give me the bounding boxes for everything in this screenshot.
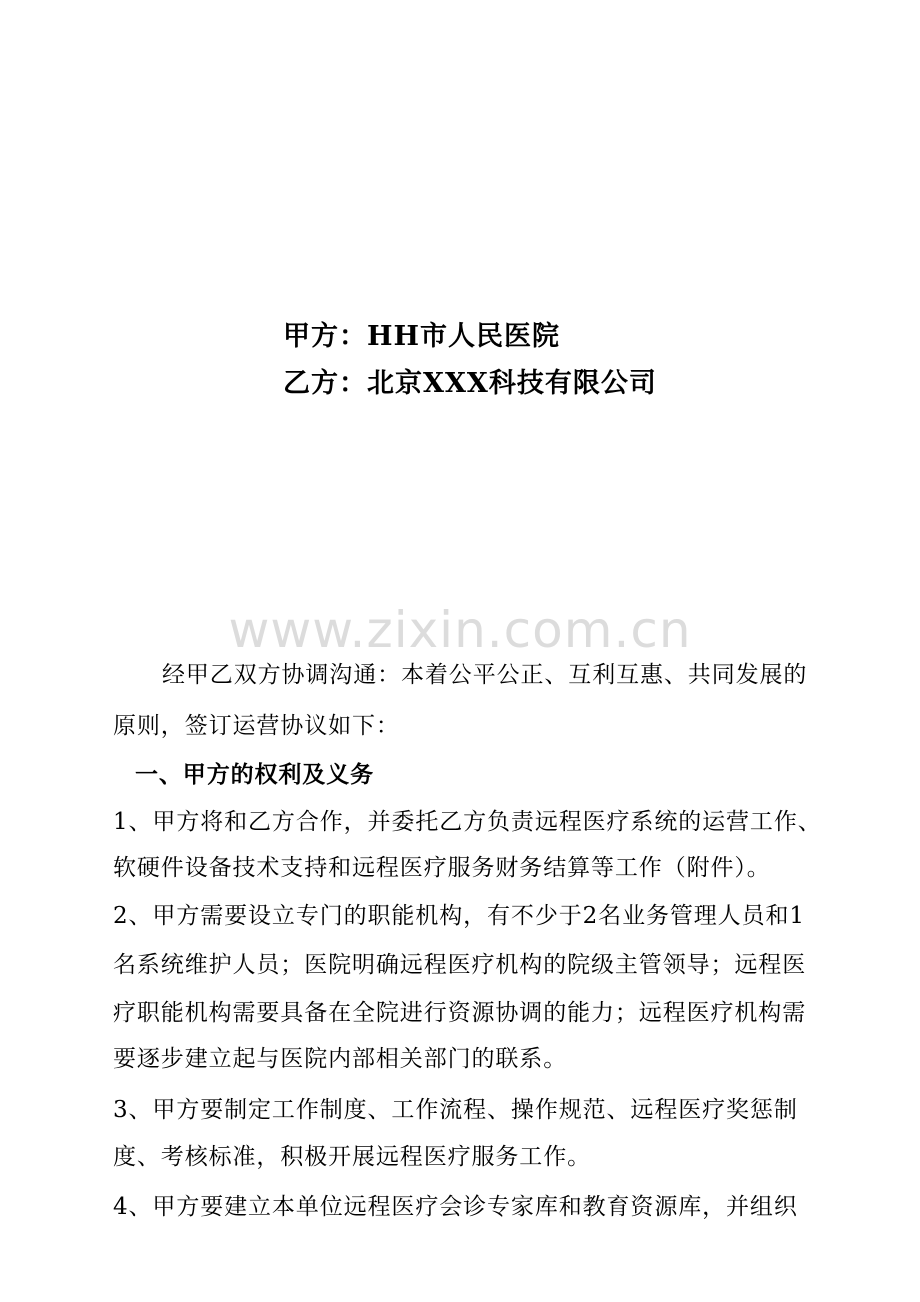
paragraph-line: 4、甲方要建立本单位远程医疗会诊专家库和教育资源库，并组织 [113,1194,798,1220]
paragraph-line: 2、甲方需要设立专门的职能机构，有不少于2名业务管理人员和1 [113,903,805,929]
paragraph-line: 名系统维护人员；医院明确远程医疗机构的院级主管领导；远程医 [113,952,807,978]
paragraph-line: 3、甲方要制定工作制度、工作流程、操作规范、远程医疗奖惩制 [113,1097,798,1123]
paragraph-line: 度、考核标准，积极开展远程医疗服务工作。 [113,1144,591,1170]
section-heading: 一、甲方的权利及义务 [135,761,374,788]
paragraph-line: 软硬件设备技术支持和远程医疗服务财务结算等工作（附件）。 [113,855,771,881]
party-b-line: 乙方：北京XXX科技有限公司 [283,368,657,399]
watermark-text: www.zixin.com.cn [228,601,692,659]
paragraph-line: 疗职能机构需要具备在全院进行资源协调的能力；远程医疗机构需 [113,1000,807,1026]
paragraph-line: 原则，签订运营协议如下： [113,713,400,739]
paragraph-line: 要逐步建立起与医院内部相关部门的联系。 [113,1046,568,1072]
paragraph-line: 1、甲方将和乙方合作，并委托乙方负责远程医疗系统的运营工作、 [113,809,822,835]
party-a-line: 甲方：HH市人民医院 [283,321,561,352]
paragraph-line: 经甲乙双方协调沟通：本着公平公正、互利互惠、共同发展的 [162,662,808,688]
